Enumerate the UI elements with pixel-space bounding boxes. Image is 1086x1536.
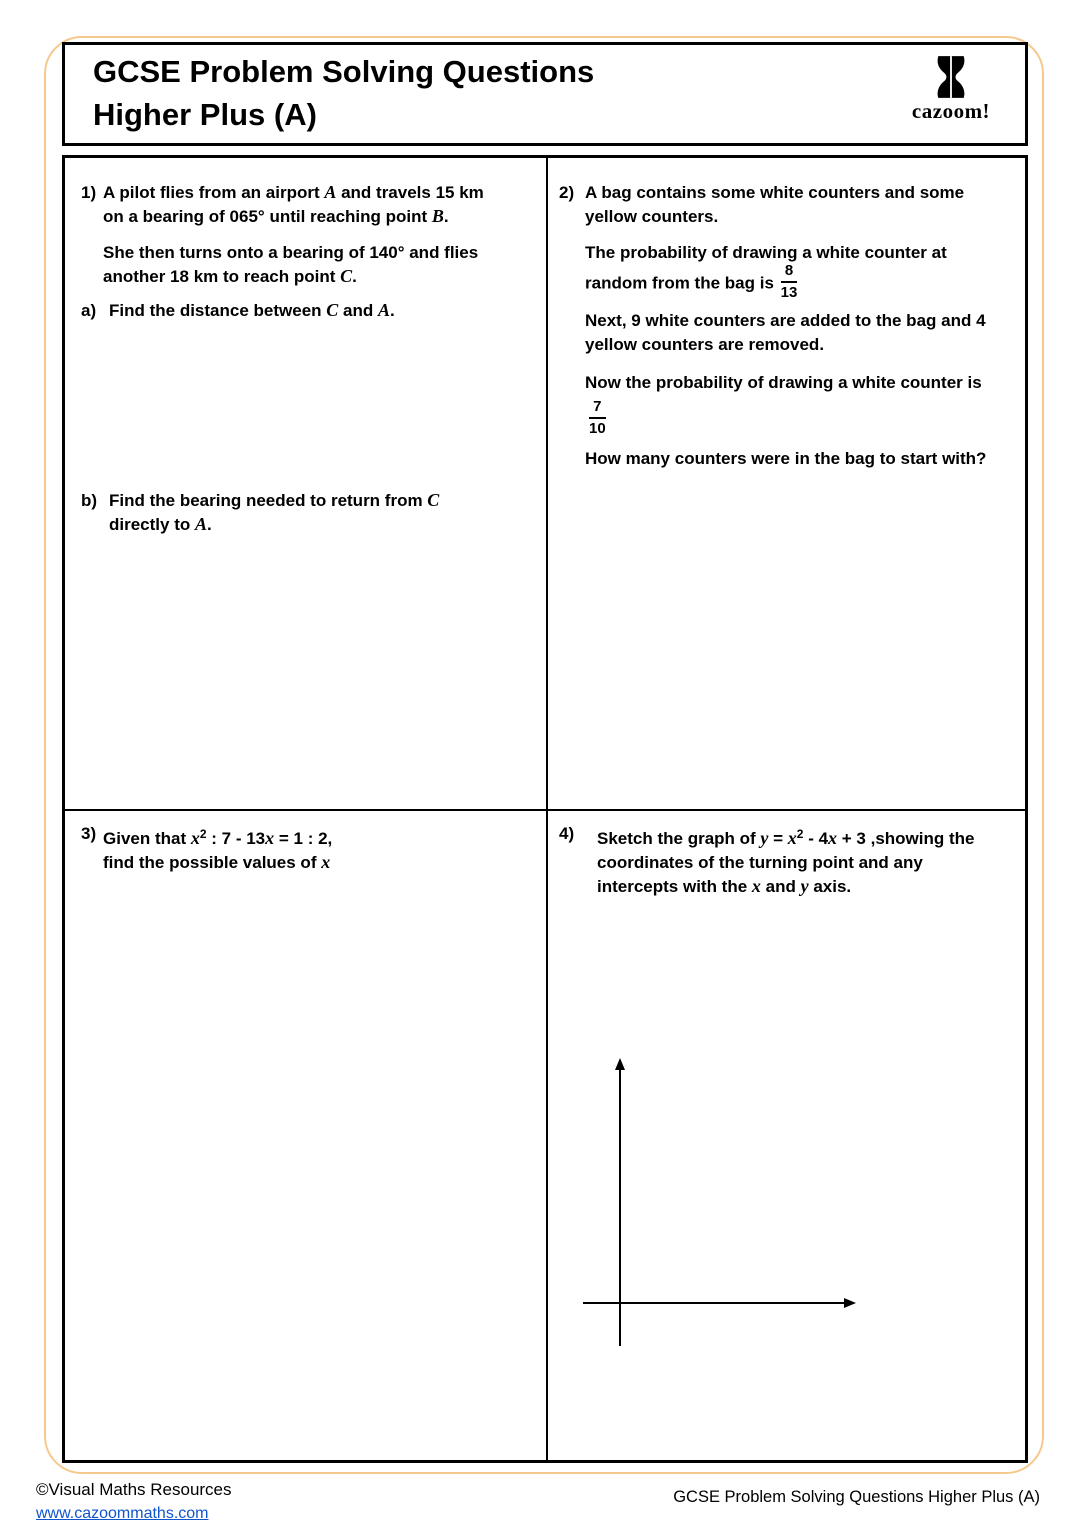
question-2-text-line: A bag contains some white counters and some	[585, 183, 965, 202]
question-3-number: 3)	[81, 824, 97, 843]
question-1-text-line: A pilot flies from an airport A and travels 15 km	[103, 182, 484, 202]
question-1-intro	[81, 181, 539, 289]
question-2	[559, 181, 1021, 471]
cazoom-vase-icon	[931, 54, 971, 100]
question-2-number: 2)	[559, 183, 575, 202]
fraction: $\frac{8}{13}$	[780, 262, 798, 301]
question-1-text-line: another 18 km to reach point C.	[103, 266, 357, 286]
question-2-text-line: How many counters were in the bag to start with?	[585, 449, 987, 468]
question-2-text-line: random from the bag is $\frac{8}{13}$	[585, 262, 798, 301]
sketch-axes	[580, 1056, 860, 1358]
question-2-text-line: Now the probability of drawing a white counter is	[585, 373, 982, 392]
question-4-text-line: intercepts with the x and y axis.	[597, 876, 852, 896]
question-4-intro	[559, 822, 1021, 899]
part-a-label: a)	[81, 301, 97, 320]
question-2-body	[585, 181, 1021, 471]
question-1-part-b	[81, 489, 539, 537]
footer-doc-title: GCSE Problem Solving Questions Higher Plus (A)	[673, 1488, 1040, 1506]
question-1-text-line: on a bearing of 065° until reaching point B.	[103, 206, 449, 226]
question-1-part-a	[81, 299, 539, 323]
question-3	[81, 822, 539, 875]
question-2-fraction-line	[587, 399, 1021, 437]
cazoom-wordmark: cazoom!	[911, 99, 991, 123]
question-2-text-line: The probability of drawing a white counter at	[585, 243, 947, 262]
question-1-number: 1)	[81, 183, 97, 202]
page-title-line-2: Higher Plus (A)	[93, 97, 317, 132]
page-title	[93, 50, 594, 136]
part-a-body	[109, 299, 539, 323]
header	[62, 42, 1028, 146]
page-title-line-1: GCSE Problem Solving Questions	[93, 54, 595, 89]
copyright-text: ©Visual Maths Resources	[36, 1480, 232, 1499]
question-2-intro	[559, 181, 1021, 471]
part-b-body	[109, 489, 539, 537]
question-1-body	[103, 181, 539, 289]
question-2-text-line: Next, 9 white counters are added to the bag and 4	[585, 311, 986, 330]
question-4	[559, 822, 1021, 899]
question-1-text-line: She then turns onto a bearing of 140° and flies	[103, 243, 479, 262]
question-4-text-line: Sketch the graph of $y = x^2 - 4x + 3$ ,showing the	[597, 827, 975, 848]
question-2-text-line: yellow counters are removed.	[585, 335, 825, 354]
question-2-text-line: yellow counters.	[585, 207, 719, 226]
question-3-body	[103, 822, 539, 875]
question-4-body	[597, 822, 1021, 899]
fraction: $\frac{7}{10}$	[589, 398, 606, 437]
part-b-text-line: Find the bearing needed to return from C	[109, 490, 440, 510]
footer-left	[36, 1478, 232, 1525]
question-4-number: 4)	[559, 824, 575, 843]
website-link[interactable]: www.cazoommaths.com	[36, 1505, 209, 1522]
question-3-intro	[81, 822, 539, 875]
part-b-label: b)	[81, 491, 98, 510]
part-b-text-line: directly to A.	[109, 514, 212, 534]
part-a-text-line: Find the distance between C and A.	[109, 300, 395, 320]
question-3-text-line: find the possible values of x	[103, 852, 331, 872]
question-3-text-line: Given that $x^2$ : 7 - 13x = 1 : 2,	[103, 827, 333, 848]
questions-grid	[62, 155, 1028, 1463]
question-4-text-line: coordinates of the turning point and any	[597, 853, 923, 872]
cazoom-logo	[903, 54, 999, 123]
horizontal-divider	[65, 809, 1025, 811]
question-1	[81, 181, 539, 537]
